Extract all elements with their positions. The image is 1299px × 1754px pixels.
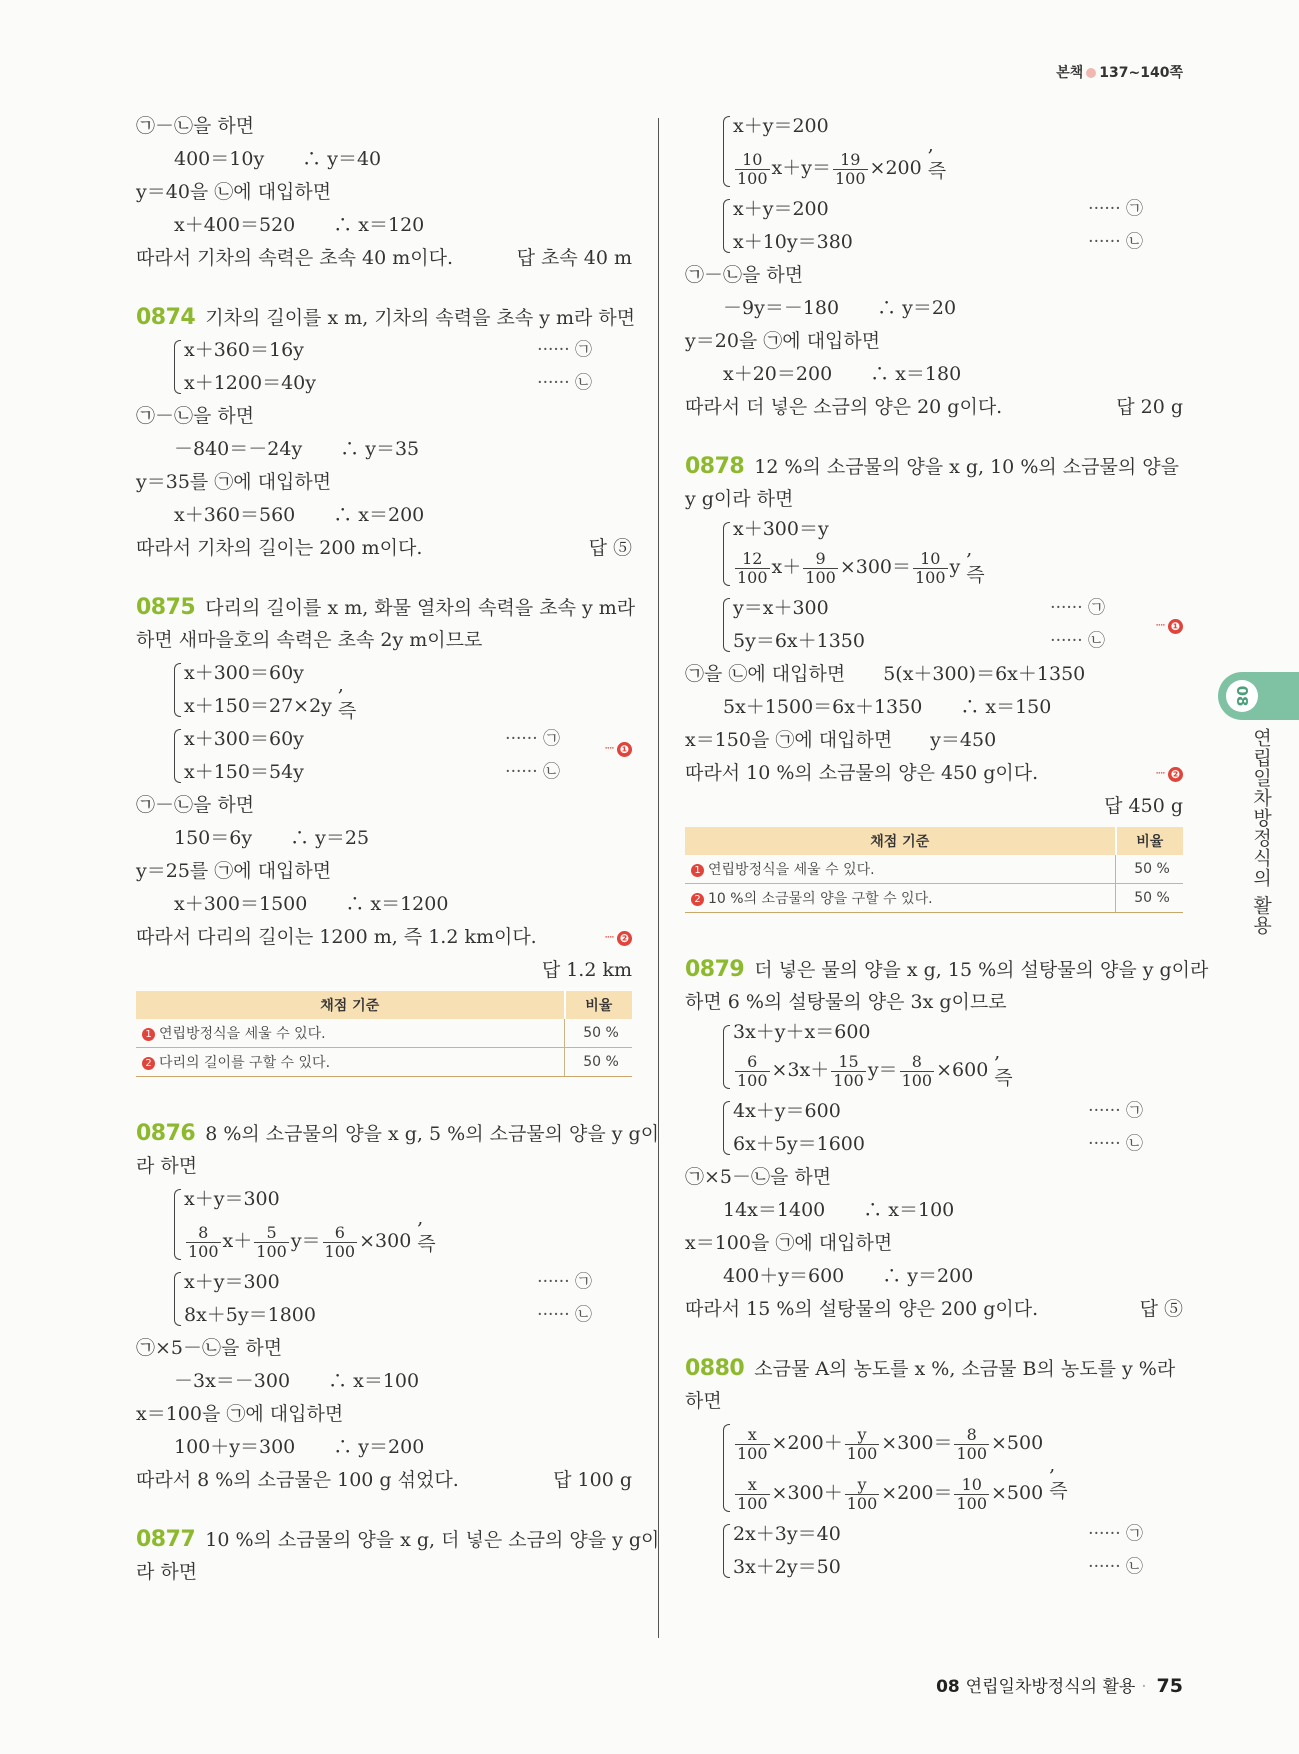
problem-number: 0875: [136, 595, 196, 620]
page-footer: 08 연립일차방정식의 활용 · 75: [936, 1675, 1183, 1697]
answer: 답 450 g: [1104, 795, 1183, 817]
text-line: －9y＝－180 ∴ y＝20: [723, 297, 957, 319]
text-line: ㉠－㉡을 하면: [685, 264, 804, 286]
problem-number: 0877: [136, 1527, 196, 1552]
text-line: 100＋y＝300 ∴ y＝200: [174, 1436, 425, 1458]
text-line: ㉠을 ㉡에 대입하면 5(x＋300)＝6x＋1350: [685, 663, 1086, 685]
text-line: ㉠×5－㉡을 하면: [136, 1337, 283, 1359]
equation-system: x＋y＝300 ······ ㉠ 8x＋5y＝1800 ······ ㉡: [136, 1266, 632, 1332]
equation-system: $\frac{x}{100}$ ×200＋ $\frac{y}{100}$ ×300＝ $\frac{8}{100}$ ×500 $\frac{x}{100}$ ×300＋ $\frac{y}{100}$ ×200＝ $\frac{10}{100}$ ×500 , 즉: [685, 1418, 1043, 1518]
text-line: 따라서 다리의 길이는 1200 m, 즉 1.2 km이다. ┈ ❷: [136, 921, 632, 954]
equation-system: x＋300＝y $\frac{12}{100}$ x＋ $\frac{9}{100}$ ×300＝ $\frac{10}{100}$ y , 즉: [685, 516, 960, 592]
text-line: 하면: [685, 1390, 722, 1412]
page-header: [1056, 62, 1183, 82]
problem-0880-question: 0880 소금물 A의 농도를 x %, 소금물 B의 농도를 y %라: [685, 1356, 1176, 1381]
text-line: y＝20을 ㉠에 대입하면: [685, 330, 881, 352]
table-row: 2 10 %의 소금물의 양을 구할 수 있다. 50 %: [685, 884, 1183, 913]
text-line: 따라서 더 넣은 소금의 양은 20 g이다. 답 20 g: [685, 391, 1183, 424]
problem-number: 0874: [136, 305, 196, 330]
text-line: y g이라 하면: [685, 488, 794, 510]
table-row: 1 연립방정식을 세울 수 있다. 50 %: [685, 855, 1183, 884]
text-line: x＝100을 ㉠에 대입하면: [685, 1232, 893, 1254]
equation-system: 2x＋3y＝40 ······ ㉠ 3x＋2y＝50 ······ ㉡: [685, 1518, 1183, 1584]
equation-system: x＋y＝300 $\frac{8}{100}$ x＋ $\frac{5}{100}$ y＝ $\frac{6}{100}$ ×300 , 즉: [136, 1183, 411, 1266]
problem-0875-question: 0875 다리의 길이를 x m, 화물 열차의 속력을 초속 y m라: [136, 595, 636, 620]
text-line: 5x＋1500＝6x＋1350 ∴ x＝150: [723, 696, 1052, 718]
step-mark-2: ┈ ❷: [605, 921, 632, 954]
left-column: [136, 110, 660, 1589]
problem-number: 0880: [685, 1356, 745, 1381]
step-mark-2: ┈ ❷: [1156, 757, 1183, 790]
text-line: 하면 새마을호의 속력은 초속 2y m이므로: [136, 629, 483, 651]
text-line: y＝25를 ㉠에 대입하면: [136, 860, 332, 882]
equation-system: 3x＋y＋x＝600 $\frac{6}{100}$ ×3x＋ $\frac{15}{100}$ y＝ $\frac{8}{100}$ ×600 , 즉: [685, 1019, 988, 1095]
text-line: 라 하면: [136, 1561, 198, 1583]
header-label: 본책: [1056, 65, 1084, 81]
text-line: －840＝－24y ∴ y＝35: [174, 438, 420, 460]
problem-number: 0878: [685, 454, 745, 479]
problem-0879-question: 0879 더 넣은 물의 양을 x g, 15 %의 설탕물의 양을 y g이라: [685, 957, 1209, 982]
right-column: [685, 110, 1209, 1584]
text-line: y＝40을 ㉡에 대입하면: [136, 181, 332, 203]
text-line: x＋300＝1500 ∴ x＝1200: [174, 893, 449, 915]
text-line: 따라서 기차의 길이는 200 m이다. 답 ⑤: [136, 532, 632, 565]
text-line: 따라서 10 %의 소금물의 양은 450 g이다. ┈ ❷: [685, 757, 1183, 790]
problem-0878-question: 0878 12 %의 소금물의 양을 x g, 10 %의 소금물의 양을: [685, 454, 1179, 479]
equation-system: x＋y＝200 $\frac{10}{100}$ x＋y＝ $\frac{19}{100}$ ×200 , 즉: [685, 110, 922, 193]
text-line: x＋360＝560 ∴ x＝200: [174, 504, 425, 526]
problem-0877-question: 0877 10 %의 소금물의 양을 x g, 더 넣은 소금의 양을 y g이: [136, 1527, 660, 1552]
equation-system: x＋300＝60y x＋150＝27×2y , 즉: [136, 657, 332, 723]
answer: 답 1.2 km: [541, 959, 632, 981]
text-line: 400＋y＝600 ∴ y＝200: [723, 1265, 974, 1287]
footer-chapter: 08: [936, 1677, 960, 1697]
page-number: 75: [1156, 1675, 1183, 1697]
text-line: ㉠－㉡을 하면: [136, 405, 255, 427]
text-line: x＋400＝520 ∴ x＝120: [174, 214, 425, 236]
text-line: ㉠－㉡을 하면: [136, 794, 255, 816]
answer-line: [136, 954, 632, 987]
text-line: x＝150을 ㉠에 대입하면 y＝450: [685, 729, 997, 751]
header-dot-icon: [1086, 68, 1096, 78]
grading-table: 채점 기준 비율 1 연립방정식을 세울 수 있다. 50 % 2 다리의 길이를 구할 수 있다. 50 %: [136, 991, 632, 1077]
chapter-number: 08: [1226, 680, 1258, 712]
problem-number: 0879: [685, 957, 745, 982]
header-pages: 137~140쪽: [1099, 65, 1183, 81]
answer: 답 ⑤: [588, 537, 632, 559]
step-mark-1: ┈ ❶: [1156, 609, 1183, 642]
step-mark-1: ┈ ❶: [605, 732, 632, 765]
text-line: x＝100을 ㉠에 대입하면: [136, 1403, 344, 1425]
table-row: 2 다리의 길이를 구할 수 있다. 50 %: [136, 1048, 632, 1077]
text-line: 하면 6 %의 설탕물의 양은 3x g이므로: [685, 991, 1007, 1013]
answer: 답 ⑤: [1139, 1298, 1183, 1320]
text-line: ㉠－㉡을 하면: [136, 115, 255, 137]
chapter-tab-title: 연립일차방정식의 활용: [1250, 728, 1272, 936]
answer-line: [685, 790, 1183, 823]
equation-system: x＋360＝16y ······ ㉠ x＋1200＝40y ······ ㉡: [136, 334, 632, 400]
text-line: 따라서 기차의 속력은 초속 40 m이다. 답 초속 40 m: [136, 242, 632, 275]
text-line: 150＝6y ∴ y＝25: [174, 827, 370, 849]
text-line: y＝35를 ㉠에 대입하면: [136, 471, 332, 493]
text-line: 라 하면: [136, 1155, 198, 1177]
text-line: －3x＝－300 ∴ x＝100: [174, 1370, 420, 1392]
answer: 답 100 g: [553, 1469, 632, 1491]
equation-system: y＝x＋300 ······ ㉠ 5y＝6x＋1350 ······ ㉡ ┈ ❶: [685, 592, 1183, 658]
equation-system: x＋y＝200 ······ ㉠ x＋10y＝380 ······ ㉡: [685, 193, 1183, 259]
table-row: 1 연립방정식을 세울 수 있다. 50 %: [136, 1019, 632, 1048]
text-line: 400＝10y ∴ y＝40: [174, 148, 382, 170]
text-line: 14x＝1400 ∴ x＝100: [723, 1199, 955, 1221]
chapter-tab[interactable]: [1218, 672, 1299, 720]
equation-system: x＋300＝60y ······ ㉠ x＋150＝54y ······ ㉡ ┈ ❶: [136, 723, 632, 789]
text-line: 따라서 15 %의 설탕물의 양은 200 g이다. 답 ⑤: [685, 1293, 1183, 1326]
equation-system: 4x＋y＝600 ······ ㉠ 6x＋5y＝1600 ······ ㉡: [685, 1095, 1183, 1161]
text-line: ㉠×5－㉡을 하면: [685, 1166, 832, 1188]
problem-0876-question: 0876 8 %의 소금물의 양을 x g, 5 %의 소금물의 양을 y g이: [136, 1121, 660, 1146]
text-line: 따라서 8 %의 소금물은 100 g 섞었다. 답 100 g: [136, 1464, 632, 1497]
grading-table: 채점 기준 비율 1 연립방정식을 세울 수 있다. 50 % 2 10 %의 소금물의 양을 구할 수 있다. 50 %: [685, 827, 1183, 913]
problem-number: 0876: [136, 1121, 196, 1146]
column-divider: [658, 118, 659, 1638]
problem-0874-question: 0874 기차의 길이를 x m, 기차의 속력을 초속 y m라 하면: [136, 305, 636, 330]
answer: 답 20 g: [1116, 396, 1183, 418]
answer: 답 초속 40 m: [516, 247, 632, 269]
footer-title: 연립일차방정식의 활용: [965, 1677, 1136, 1697]
text-line: x＋20＝200 ∴ x＝180: [723, 363, 962, 385]
